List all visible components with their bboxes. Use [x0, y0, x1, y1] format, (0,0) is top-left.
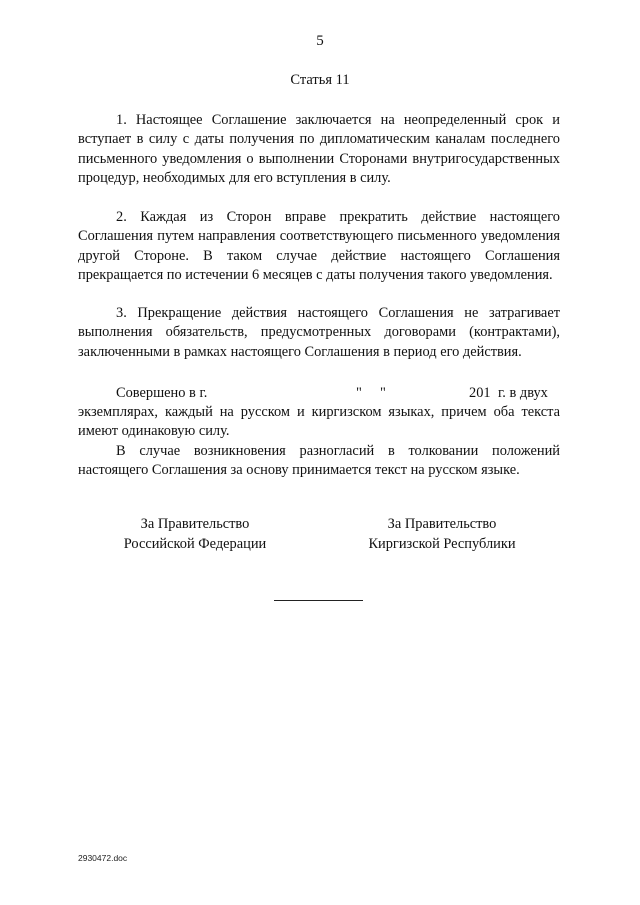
done-clause-continuation: экземплярах, каждый на русском и киргизском языках, причем оба текста имеют одинаковую силу. [78, 404, 560, 440]
signature-block-kyrgyzstan [312, 515, 572, 554]
footer-document-code: 2930472.doc [78, 853, 128, 863]
article-paragraph-2: 2. Каждая из Сторон вправе прекратить действие настоящего Соглашения путем направления соответствующего письменного уведомления другой Стороне. В таком случае действие настоящего Соглашения прекращается по истечении 6 месяцев с даты получения такого уведомления. [78, 209, 560, 284]
article-paragraph-3: 3. Прекращение действия настоящего Соглашения не затрагивает выполнения обязательств, предусмотренных договорами (контрактами), заключенными в рамках настоящего Соглашения в период его действия. [78, 305, 560, 360]
end-divider [274, 600, 363, 601]
date-quote-close: " [380, 385, 386, 401]
signature-block-russia [65, 515, 325, 554]
done-clause-line [78, 384, 560, 404]
signature-right-line1: За Правительство [387, 516, 497, 532]
article-paragraph-1: 1. Настоящее Соглашение заключается на неопределенный срок и вступает в силу с даты получения по дипломатическим каналам последнего письменного уведомления о выполнении Сторонами внутригосударственных процедур, необходимых для его вступления в силу. [78, 112, 560, 187]
signature-right-line2: Киргизской Республики [368, 535, 516, 552]
disputes-paragraph: В случае возникновения разногласий в толковании положений настоящего Соглашения за основу принимается текст на русском языке. [78, 443, 560, 479]
article-title: Статья 11 [290, 72, 350, 88]
date-year: 201 [469, 385, 491, 401]
signature-left-line2: Российской Федерации [123, 535, 267, 552]
date-quote-open: " [356, 385, 362, 401]
page-number: 5 [316, 33, 324, 49]
done-at-text: Совершено в г. [116, 385, 208, 401]
signature-left-line1: За Правительство [140, 516, 250, 532]
done-clause-tail: г. в двух [498, 385, 548, 401]
